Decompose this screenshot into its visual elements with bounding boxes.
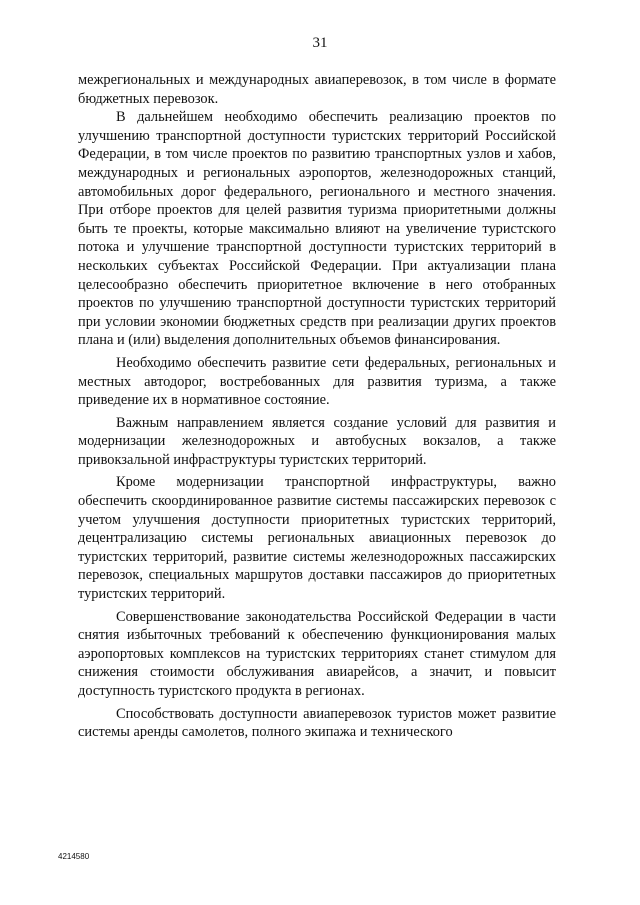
paragraph-passenger-transport: Кроме модернизации транспортной инфраструктуры, важно обеспечить скоординированное развитие системы пассажирских перевозок с учетом улучшения доступности приоритетных туристских территорий, децентрализацию системы региональных авиационных перевозок до туристских территорий, развитие системы железнодорожных пассажирских перевозок, специальных маршрутов доставки пассажиров до приоритетных туристских территорий. (78, 474, 556, 603)
page-number: 31 (312, 35, 328, 51)
paragraph-transport-projects: В дальнейшем необходимо обеспечить реализацию проектов по улучшению транспортной доступности туристских территорий Российской Федерации, в том числе проектов по развитию транспортных узлов и хабов, международных и региональных аэропортов, железнодорожных станций, автомобильных дорог федерального, регионального и местного значения. При отборе проектов для целей развития туризма приоритетными должны быть те проекты, которые максимально влияют на увеличение туристского потока и улучшение транспортной доступности туристских территорий в нескольких субъектах Российской Федерации. При актуализации плана целесообразно обеспечить приоритетное включение в него отобранных проектов по улучшению транспортной доступности туристских территорий при условии экономии бюджетных средств при реализации других проектов плана и (или) выделения дополнительных объемов финансирования. (78, 109, 556, 349)
paragraph-road-network: Необходимо обеспечить развитие сети федеральных, региональных и местных автодорог, востребованных для развития туризма, а также приведение их в нормативное состояние. (78, 354, 556, 409)
document-code: 4214580 (58, 852, 90, 861)
paragraph-legislation: Совершенствование законодательства Российской Федерации в части снятия избыточных требований к обеспечению функционирования малых аэропортовых комплексов на туристских территориях станет стимулом для снижения стоимости обслуживания авиарейсов, а значит, и повысит доступность туристского продукта в регионах. (78, 608, 556, 699)
document-body (78, 71, 556, 742)
paragraph-railway-stations: Важным направлением является создание условий для развития и модернизации железнодорожных и автобусных вокзалов, а также привокзальной инфраструктуры туристских территорий. (78, 414, 556, 468)
paragraph-aircraft-leasing: Способствовать доступности авиаперевозок туристов может развитие системы аренды самолетов, полного экипажа и технического (78, 705, 556, 741)
paragraph-continuation: межрегиональных и международных авиаперевозок, в том числе в формате бюджетных перевозок. (78, 72, 556, 107)
